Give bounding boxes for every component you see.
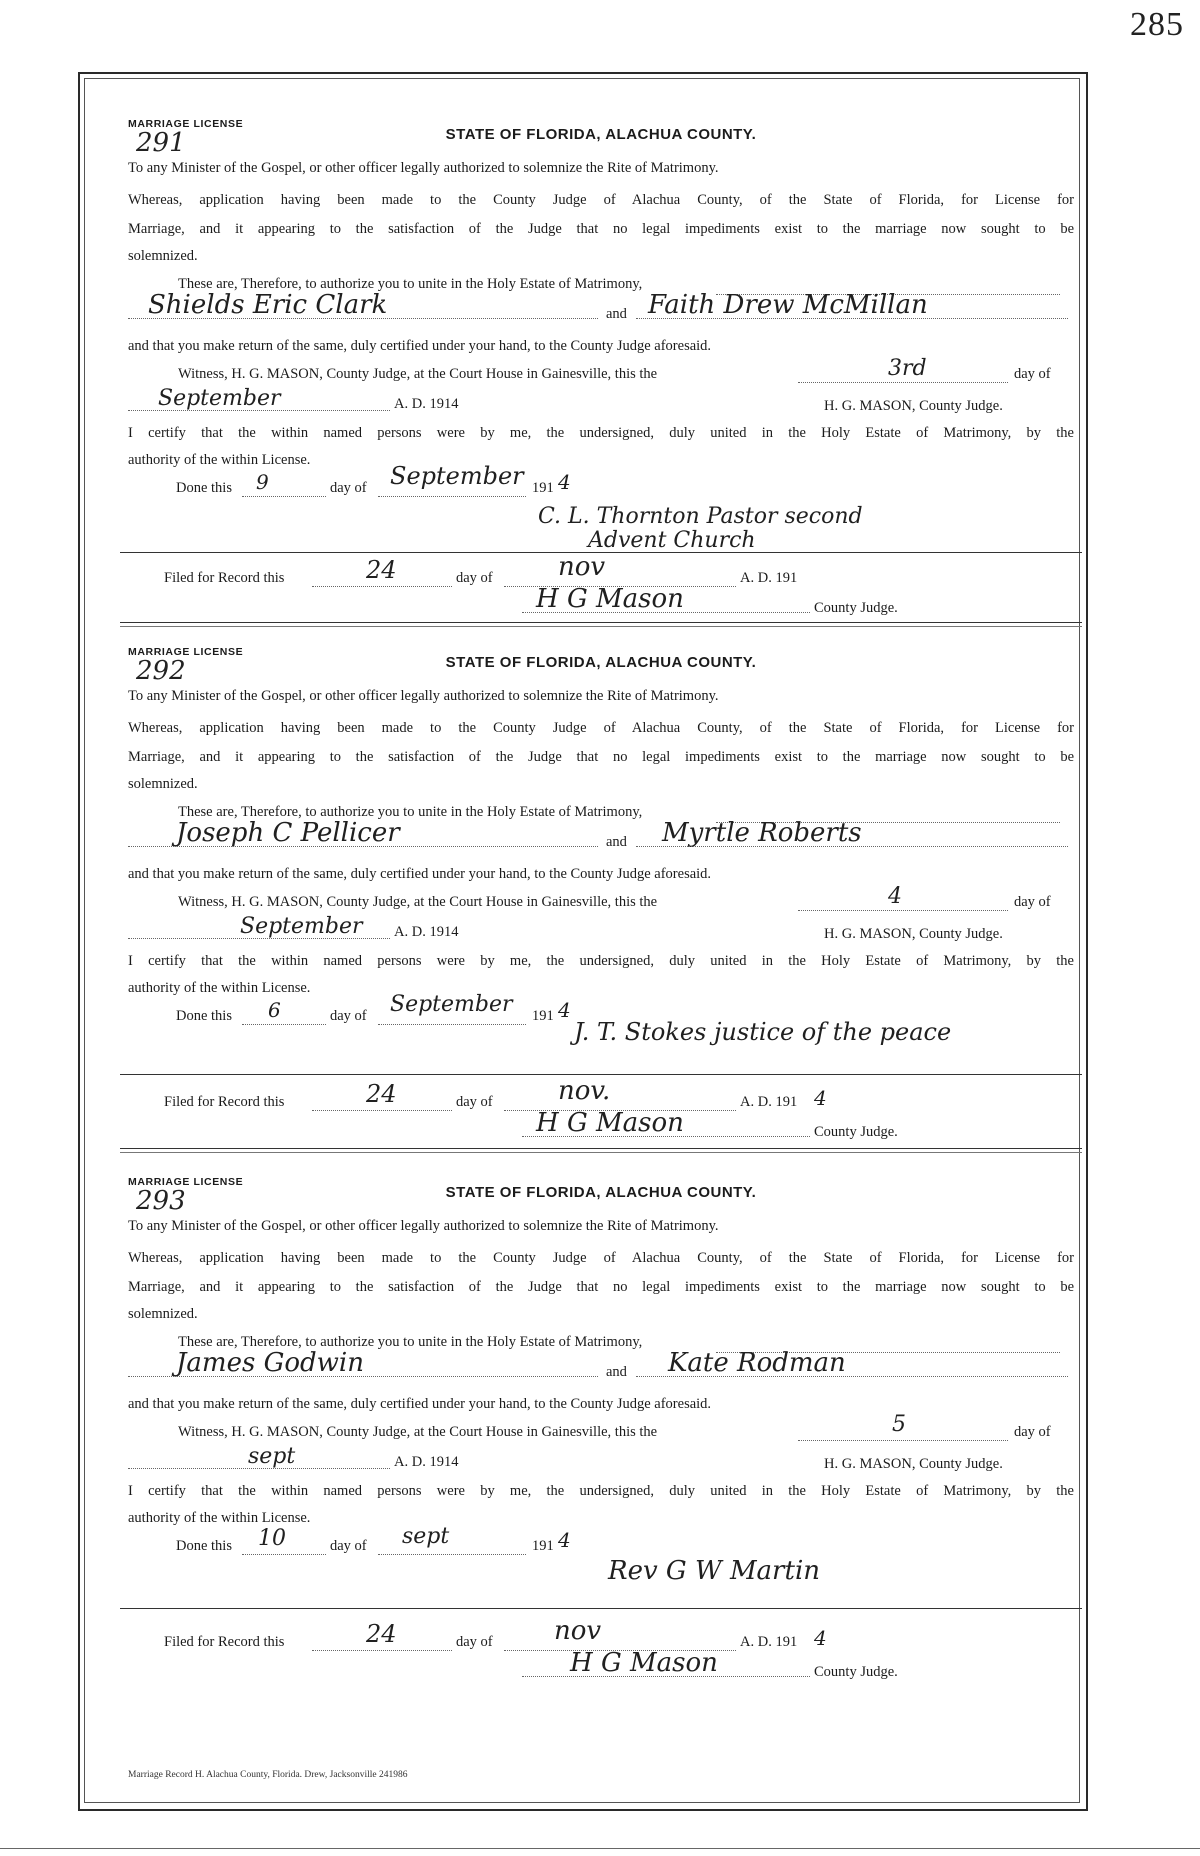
filed-for-record: Filed for Record this — [164, 1094, 285, 1110]
county-judge: County Judge. — [814, 1664, 898, 1680]
county-judge: County Judge. — [814, 1124, 898, 1140]
groom-name: James Godwin — [176, 1348, 364, 1378]
done-month: sept — [402, 1524, 450, 1549]
whereas-line-a: Whereas, application having been made to the County Judge of Alachua County, of the State of Florida, for License for — [128, 192, 1074, 208]
filed-day: 24 — [366, 1080, 397, 1108]
whereas-line-a: Whereas, application having been made to the County Judge of Alachua County, of the State of Florida, for License for — [128, 720, 1074, 736]
page-bottom-edge — [0, 1848, 1200, 1849]
county-judge: County Judge. — [814, 600, 898, 616]
witness-month: September — [240, 914, 363, 939]
ad-year: A. D. 1914 — [394, 1454, 459, 1470]
witness-month: sept — [248, 1444, 296, 1469]
filed-month: nov — [558, 552, 606, 582]
license-number: 292 — [136, 656, 186, 686]
address-line: To any Minister of the Gospel, or other officer legally authorized to solemnize the Rite of Matrimony. — [128, 160, 719, 176]
certify-line-b: authority of the within License. — [128, 980, 311, 996]
authorize-line: These are, Therefore, to authorize you to unite in the Holy Estate of Matrimony, — [178, 276, 643, 292]
judge-signature: H. G. MASON, County Judge. — [824, 926, 1003, 942]
done-this: Done this — [176, 1538, 232, 1554]
witness-day: 3rd — [888, 356, 927, 381]
whereas-line-c: solemnized. — [128, 248, 198, 264]
license-label: MARRIAGE LICENSE — [128, 118, 244, 130]
judge-signature: H. G. MASON, County Judge. — [824, 1456, 1003, 1472]
bride-name: Faith Drew McMillan — [648, 290, 928, 320]
whereas-line-b: Marriage, and it appearing to the satisfaction of the Judge that no legal impediments exist to the marriage now sought to be — [128, 221, 1074, 237]
whereas-line-b: Marriage, and it appearing to the satisfaction of the Judge that no legal impediments exist to the marriage now sought to be — [128, 1279, 1074, 1295]
done-month: September — [390, 992, 513, 1017]
and-word: and — [606, 834, 627, 850]
done-day: 6 — [268, 998, 281, 1022]
authorize-line: These are, Therefore, to authorize you to unite in the Holy Estate of Matrimony, — [178, 1334, 643, 1350]
whereas-line-c: solemnized. — [128, 776, 198, 792]
filed-year-digit: 4 — [814, 1626, 827, 1650]
address-line: To any Minister of the Gospel, or other officer legally authorized to solemnize the Rite of Matrimony. — [128, 1218, 719, 1234]
groom-name: Joseph C Pellicer — [176, 818, 400, 848]
whereas-line-c: solemnized. — [128, 1306, 198, 1322]
ad-year: A. D. 1914 — [394, 924, 459, 940]
filed-day: 24 — [366, 1620, 397, 1648]
judge-signature: H. G. MASON, County Judge. — [824, 398, 1003, 414]
license-heading: STATE OF FLORIDA, ALACHUA COUNTY. — [445, 654, 757, 671]
whereas-line-a: Whereas, application having been made to the County Judge of Alachua County, of the State of Florida, for License for — [128, 1250, 1074, 1266]
filed-year-digit: 4 — [814, 1086, 827, 1110]
filed-by-signature: H G Mason — [570, 1648, 718, 1678]
address-line: To any Minister of the Gospel, or other officer legally authorized to solemnize the Rite of Matrimony. — [128, 688, 719, 704]
filed-day: 24 — [366, 556, 397, 584]
filed-ad: A. D. 191 — [740, 1634, 798, 1650]
license-label: MARRIAGE LICENSE — [128, 1176, 244, 1188]
done-year: 191 — [532, 1008, 554, 1024]
license-heading: STATE OF FLORIDA, ALACHUA COUNTY. — [445, 1184, 757, 1201]
day-of: day of — [1014, 366, 1051, 382]
filed-for-record: Filed for Record this — [164, 570, 285, 586]
day-of: day of — [1014, 1424, 1051, 1440]
return-line: and that you make return of the same, duly certified under your hand, to the County Judge aforesaid. — [128, 338, 712, 354]
witness-day: 4 — [888, 884, 902, 909]
authorize-line: These are, Therefore, to authorize you to unite in the Holy Estate of Matrimony, — [178, 804, 643, 820]
bride-name: Kate Rodman — [668, 1348, 846, 1378]
page-number: 285 — [1130, 6, 1184, 43]
filed-day-of: day of — [456, 570, 493, 586]
officiant-line-1: Rev G W Martin — [608, 1556, 820, 1586]
witness-line: Witness, H. G. MASON, County Judge, at the Court House in Gainesville, this the — [178, 366, 658, 382]
ad-year: A. D. 1914 — [394, 396, 459, 412]
day-of: day of — [1014, 894, 1051, 910]
done-year-digit: 4 — [558, 998, 571, 1022]
done-month: September — [390, 462, 524, 490]
filed-day-of: day of — [456, 1634, 493, 1650]
officiant-line-1: C. L. Thornton Pastor second — [538, 504, 863, 529]
done-day-of: day of — [330, 1538, 367, 1554]
done-year-digit: 4 — [558, 470, 571, 494]
certify-line-a: I certify that the within named persons were by me, the undersigned, duly united in the Holy Estate of Matrimony, by the — [128, 1483, 1074, 1499]
license-heading: STATE OF FLORIDA, ALACHUA COUNTY. — [445, 126, 757, 143]
done-this: Done this — [176, 1008, 232, 1024]
done-day-of: day of — [330, 1008, 367, 1024]
filed-for-record: Filed for Record this — [164, 1634, 285, 1650]
witness-month: September — [158, 386, 281, 411]
whereas-line-b: Marriage, and it appearing to the satisfaction of the Judge that no legal impediments exist to the marriage now sought to be — [128, 749, 1074, 765]
filed-by-signature: H G Mason — [536, 584, 684, 614]
return-line: and that you make return of the same, duly certified under your hand, to the County Judge aforesaid. — [128, 1396, 712, 1412]
certify-line-b: authority of the within License. — [128, 452, 311, 468]
and-word: and — [606, 1364, 627, 1380]
certify-line-b: authority of the within License. — [128, 1510, 311, 1526]
witness-line: Witness, H. G. MASON, County Judge, at the Court House in Gainesville, this the — [178, 894, 658, 910]
done-day-of: day of — [330, 480, 367, 496]
and-word: and — [606, 306, 627, 322]
certify-line-a: I certify that the within named persons were by me, the undersigned, duly united in the Holy Estate of Matrimony, by the — [128, 953, 1074, 969]
filed-month: nov. — [558, 1076, 611, 1106]
filed-ad: A. D. 191 — [740, 570, 798, 586]
officiant-line-1: J. T. Stokes justice of the peace — [574, 1018, 952, 1046]
footer-printer-note: Marriage Record H. Alachua County, Florida. Drew, Jacksonville 241986 — [128, 1770, 408, 1780]
filed-day-of: day of — [456, 1094, 493, 1110]
bride-name: Myrtle Roberts — [662, 818, 862, 848]
filed-by-signature: H G Mason — [536, 1108, 684, 1138]
done-this: Done this — [176, 480, 232, 496]
license-number: 293 — [136, 1186, 186, 1216]
license-label: MARRIAGE LICENSE — [128, 646, 244, 658]
filed-ad: A. D. 191 — [740, 1094, 798, 1110]
officiant-line-2: Advent Church — [588, 528, 756, 553]
groom-name: Shields Eric Clark — [148, 290, 388, 320]
done-day: 9 — [256, 470, 269, 494]
filed-month: nov — [554, 1616, 602, 1646]
done-year: 191 — [532, 480, 554, 496]
witness-line: Witness, H. G. MASON, County Judge, at the Court House in Gainesville, this the — [178, 1424, 658, 1440]
done-year-digit: 4 — [558, 1528, 571, 1552]
done-year: 191 — [532, 1538, 554, 1554]
done-day: 10 — [258, 1526, 286, 1551]
return-line: and that you make return of the same, duly certified under your hand, to the County Judge aforesaid. — [128, 866, 712, 882]
certify-line-a: I certify that the within named persons were by me, the undersigned, duly united in the Holy Estate of Matrimony, by the — [128, 425, 1074, 441]
witness-day: 5 — [892, 1412, 906, 1437]
license-number: 291 — [136, 128, 186, 158]
